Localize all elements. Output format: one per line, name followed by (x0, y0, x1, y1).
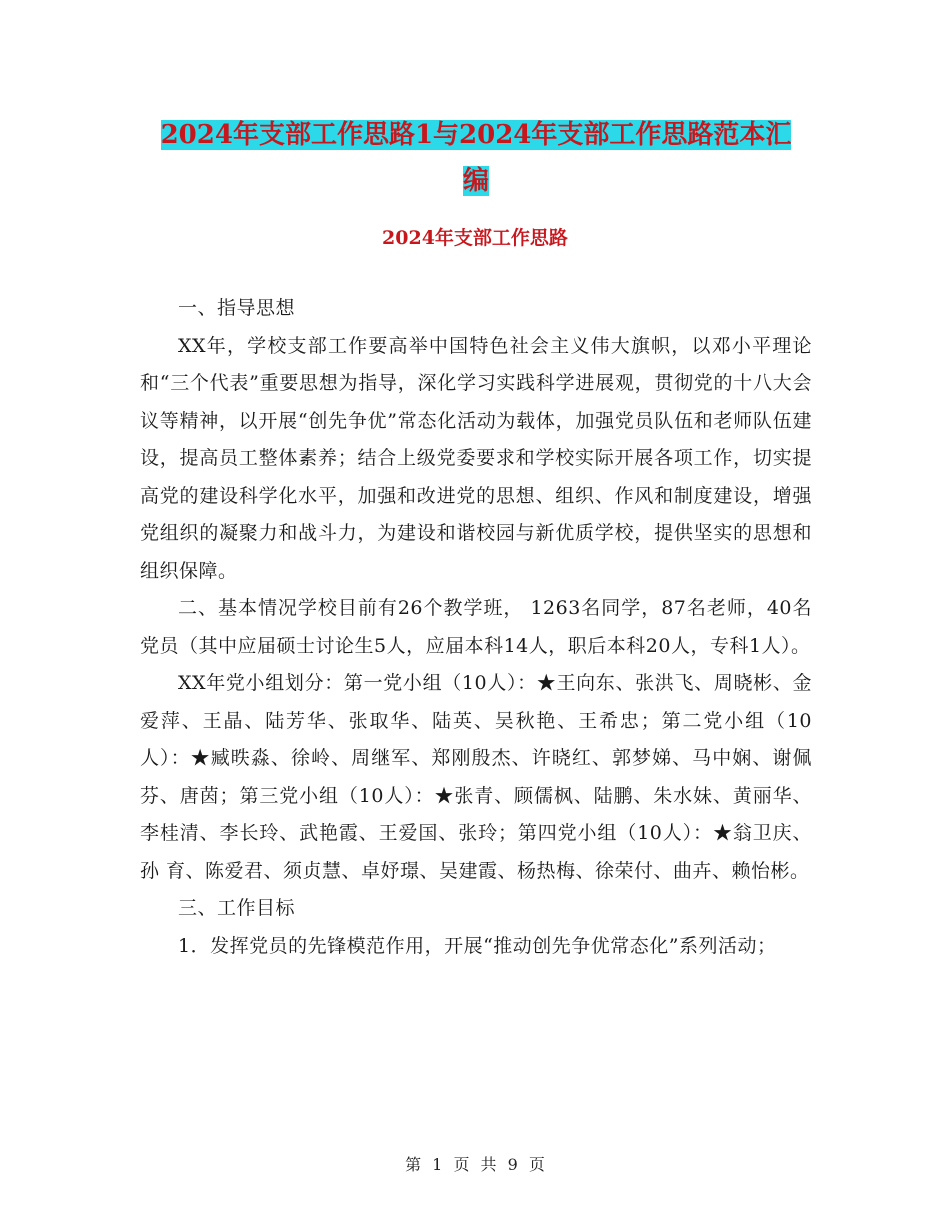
paragraph-guiding-thought: XX年，学校支部工作要高举中国特色社会主义伟大旗帜，以邓小平理论和“三个代表”重要思想为指导，深化学习实践科学进展观，贯彻党的十八大会议等精神，以开展“创先争优”常态化活动为载体，加强党员队伍和老师队伍建设，提高员工整体素养；结合上级党委要求和学校实际开展各项工作，切实提高党的建设科学化水平，加强和改进党的思想、组织、作风和制度建设，增强党组织的凝聚力和战斗力，为建设和谐校园与新优质学校，提供坚实的思想和组织保障。 (140, 334, 812, 582)
paragraph-goal-1: 1．发挥党员的先锋模范作用，开展“推动创先争优常态化”系列活动； (178, 934, 777, 957)
paragraph-party-groups: XX年党小组划分：第一党小组（10人）：★王向东、张洪飞、周晓彬、金爱萍、王晶、陆芳华、张取华、陆英、吴秋艳、王希忠；第二党小组（10人）：★臧昳淼、徐岭、周继军、郑刚殷杰、许晓红、郭梦娣、马中娴、谢佩芬、唐茵；第三党小组（10人）：★张青、顾儒枫、陆鹏、朱水妹、黄丽华、李桂清、李长玲、武艳霞、王爱国、张玲；第四党小组（10人）：★翁卫庆、孙 育、陈爱君、须贞慧、卓妤璟、吴建霞、杨热梅、徐荣付、曲卉、赖怡彬。 (140, 672, 812, 882)
page-footer: 第 1 页 共 9 页 (405, 1155, 545, 1174)
paragraph-basic-situation: 二、基本情况学校目前有26个教学班， 1263名同学，87名老师，40名党员（其中应届硕士讨论生5人，应届本科14人，职后本科20人，专科1人）。 (140, 597, 812, 657)
title-line-2: 编 (462, 166, 489, 196)
document-title (140, 112, 812, 204)
title-line-1: 2024年支部工作思路1与2024年支部工作思路范本汇 (160, 120, 792, 150)
document-body (140, 290, 812, 965)
heading-guiding-thought: 一、指导思想 (178, 297, 296, 319)
section-title: 2024年支部工作思路 (382, 227, 568, 249)
heading-work-goals: 三、工作目标 (178, 897, 296, 919)
